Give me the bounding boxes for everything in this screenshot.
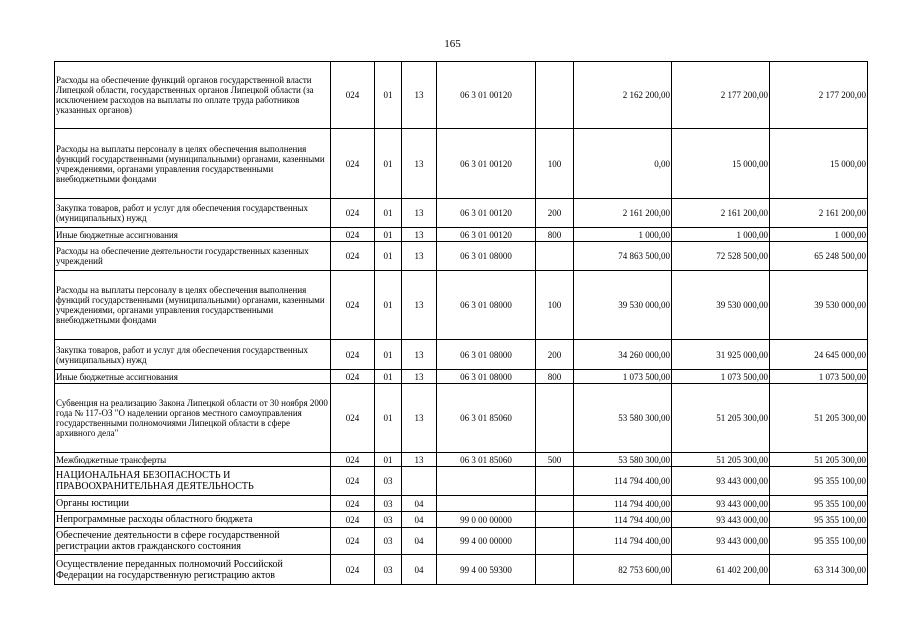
- amount-year-1: 114 794 400,00: [574, 512, 672, 528]
- expense-type-code: 100: [536, 271, 574, 340]
- table-row: [55, 496, 868, 512]
- expense-type-code: [536, 555, 574, 585]
- subsection-code: 13: [402, 199, 437, 228]
- subsection-code: 13: [402, 453, 437, 467]
- section-code: 01: [375, 228, 402, 242]
- subsection-code: 13: [402, 129, 437, 199]
- expense-type-code: [536, 384, 574, 453]
- subsection-code: 04: [402, 512, 437, 528]
- row-description: Осуществление переданных полномочий Российской Федерации на государственную регистрацию актов: [55, 555, 331, 585]
- amount-year-3: 1 000,00: [770, 228, 868, 242]
- target-article-code: 06 3 01 00120: [437, 228, 536, 242]
- amount-year-2: 15 000,00: [672, 129, 770, 199]
- row-description: Закупка товаров, работ и услуг для обеспечения государственных (муниципальных) нужд: [55, 199, 331, 228]
- amount-year-1: 114 794 400,00: [574, 467, 672, 496]
- subsection-code: 13: [402, 370, 437, 384]
- amount-year-2: 2 161 200,00: [672, 199, 770, 228]
- amount-year-1: 0,00: [574, 129, 672, 199]
- row-description: Межбюджетные трансферты: [55, 453, 331, 467]
- table-row: [55, 228, 868, 242]
- amount-year-2: 61 402 200,00: [672, 555, 770, 585]
- table-row: [55, 370, 868, 384]
- grbs-code: 024: [331, 370, 375, 384]
- row-description: Непрограммные расходы областного бюджета: [55, 512, 331, 528]
- row-description: НАЦИОНАЛЬНАЯ БЕЗОПАСНОСТЬ И ПРАВООХРАНИТЕЛЬНАЯ ДЕЯТЕЛЬНОСТЬ: [55, 467, 331, 496]
- expense-type-code: 500: [536, 453, 574, 467]
- target-article-code: 06 3 01 00120: [437, 62, 536, 129]
- subsection-code: 13: [402, 62, 437, 129]
- amount-year-1: 53 580 300,00: [574, 384, 672, 453]
- section-code: 03: [375, 512, 402, 528]
- amount-year-3: 65 248 500,00: [770, 242, 868, 271]
- section-code: 01: [375, 129, 402, 199]
- table-row: [55, 242, 868, 271]
- amount-year-2: 2 177 200,00: [672, 62, 770, 129]
- subsection-code: 04: [402, 528, 437, 555]
- amount-year-2: 93 443 000,00: [672, 528, 770, 555]
- amount-year-1: 2 161 200,00: [574, 199, 672, 228]
- grbs-code: 024: [331, 512, 375, 528]
- row-description: Субвенция на реализацию Закона Липецкой области от 30 ноября 2000 года № 117-ОЗ "О наделении органов местного самоуправления государственными полномочиями Липецкой области в сфере архивного дела": [55, 384, 331, 453]
- page-number: 165: [444, 38, 461, 50]
- target-article-code: 06 3 01 00120: [437, 199, 536, 228]
- grbs-code: 024: [331, 384, 375, 453]
- amount-year-1: 2 162 200,00: [574, 62, 672, 129]
- amount-year-1: 74 863 500,00: [574, 242, 672, 271]
- amount-year-2: 31 925 000,00: [672, 340, 770, 370]
- amount-year-2: 93 443 000,00: [672, 512, 770, 528]
- table-row: [55, 340, 868, 370]
- subsection-code: 13: [402, 242, 437, 271]
- row-description: Расходы на обеспечение функций органов государственной власти Липецкой области, государственных органов Липецкой области (за исключением расходов на выплаты по оплате труда работников указанных органов): [55, 62, 331, 129]
- grbs-code: 024: [331, 199, 375, 228]
- target-article-code: 06 3 01 85060: [437, 453, 536, 467]
- expense-type-code: 200: [536, 340, 574, 370]
- subsection-code: 13: [402, 271, 437, 340]
- target-article-code: 06 3 01 00120: [437, 129, 536, 199]
- amount-year-3: 2 161 200,00: [770, 199, 868, 228]
- target-article-code: 06 3 01 08000: [437, 271, 536, 340]
- row-description: Обеспечение деятельности в сфере государственной регистрации актов гражданского состояния: [55, 528, 331, 555]
- amount-year-1: 1 000,00: [574, 228, 672, 242]
- amount-year-1: 114 794 400,00: [574, 528, 672, 555]
- row-description: Расходы на обеспечение деятельности государственных казенных учреждений: [55, 242, 331, 271]
- budget-table: [54, 61, 868, 585]
- section-code: 01: [375, 370, 402, 384]
- amount-year-3: 39 530 000,00: [770, 271, 868, 340]
- grbs-code: 024: [331, 496, 375, 512]
- table-row: [55, 384, 868, 453]
- subsection-code: 13: [402, 340, 437, 370]
- amount-year-1: 114 794 400,00: [574, 496, 672, 512]
- amount-year-2: 51 205 300,00: [672, 384, 770, 453]
- table-row: [55, 453, 868, 467]
- amount-year-3: 95 355 100,00: [770, 496, 868, 512]
- amount-year-3: 51 205 300,00: [770, 384, 868, 453]
- amount-year-3: 51 205 300,00: [770, 453, 868, 467]
- amount-year-3: 95 355 100,00: [770, 528, 868, 555]
- target-article-code: 06 3 01 08000: [437, 370, 536, 384]
- expense-type-code: [536, 467, 574, 496]
- amount-year-2: 51 205 300,00: [672, 453, 770, 467]
- row-description: Расходы на выплаты персоналу в целях обеспечения выполнения функций государственными (муниципальными) органами, казенными учреждениями, органами управления государственными внебюджетными фондами: [55, 271, 331, 340]
- section-code: 01: [375, 62, 402, 129]
- grbs-code: 024: [331, 242, 375, 271]
- section-code: 01: [375, 453, 402, 467]
- expense-type-code: [536, 62, 574, 129]
- expense-type-code: 800: [536, 370, 574, 384]
- table-row: [55, 62, 868, 129]
- table-row: [55, 129, 868, 199]
- section-code: 01: [375, 340, 402, 370]
- target-article-code: 99 4 00 59300: [437, 555, 536, 585]
- grbs-code: 024: [331, 228, 375, 242]
- table-row: [55, 467, 868, 496]
- target-article-code: 06 3 01 08000: [437, 242, 536, 271]
- amount-year-2: 93 443 000,00: [672, 496, 770, 512]
- amount-year-3: 95 355 100,00: [770, 512, 868, 528]
- amount-year-3: 1 073 500,00: [770, 370, 868, 384]
- grbs-code: 024: [331, 528, 375, 555]
- section-code: 01: [375, 384, 402, 453]
- amount-year-3: 15 000,00: [770, 129, 868, 199]
- table-row: [55, 271, 868, 340]
- grbs-code: 024: [331, 555, 375, 585]
- amount-year-2: 39 530 000,00: [672, 271, 770, 340]
- table-row: [55, 199, 868, 228]
- section-code: 03: [375, 496, 402, 512]
- amount-year-3: 2 177 200,00: [770, 62, 868, 129]
- expense-type-code: [536, 242, 574, 271]
- row-description: Расходы на выплаты персоналу в целях обеспечения выполнения функций государственными (муниципальными) органами, казенными учреждениями, органами управления государственными внебюджетными фондами: [55, 129, 331, 199]
- expense-type-code: [536, 496, 574, 512]
- section-code: 01: [375, 242, 402, 271]
- row-description: Иные бюджетные ассигнования: [55, 228, 331, 242]
- amount-year-2: 93 443 000,00: [672, 467, 770, 496]
- amount-year-1: 53 580 300,00: [574, 453, 672, 467]
- amount-year-2: 1 000,00: [672, 228, 770, 242]
- row-description: Органы юстиции: [55, 496, 331, 512]
- subsection-code: 04: [402, 496, 437, 512]
- target-article-code: 99 4 00 00000: [437, 528, 536, 555]
- amount-year-3: 24 645 000,00: [770, 340, 868, 370]
- grbs-code: 024: [331, 467, 375, 496]
- section-code: 03: [375, 467, 402, 496]
- subsection-code: 13: [402, 228, 437, 242]
- grbs-code: 024: [331, 340, 375, 370]
- section-code: 01: [375, 271, 402, 340]
- amount-year-1: 39 530 000,00: [574, 271, 672, 340]
- grbs-code: 024: [331, 271, 375, 340]
- amount-year-1: 82 753 600,00: [574, 555, 672, 585]
- amount-year-1: 1 073 500,00: [574, 370, 672, 384]
- section-code: 03: [375, 555, 402, 585]
- expense-type-code: 200: [536, 199, 574, 228]
- expense-type-code: 100: [536, 129, 574, 199]
- amount-year-3: 63 314 300,00: [770, 555, 868, 585]
- section-code: 01: [375, 199, 402, 228]
- amount-year-3: 95 355 100,00: [770, 467, 868, 496]
- target-article-code: [437, 467, 536, 496]
- table-row: [55, 555, 868, 585]
- row-description: Иные бюджетные ассигнования: [55, 370, 331, 384]
- grbs-code: 024: [331, 129, 375, 199]
- expense-type-code: 800: [536, 228, 574, 242]
- amount-year-1: 34 260 000,00: [574, 340, 672, 370]
- grbs-code: 024: [331, 453, 375, 467]
- grbs-code: 024: [331, 62, 375, 129]
- subsection-code: [402, 467, 437, 496]
- target-article-code: 99 0 00 00000: [437, 512, 536, 528]
- table-row: [55, 512, 868, 528]
- row-description: Закупка товаров, работ и услуг для обеспечения государственных (муниципальных) нужд: [55, 340, 331, 370]
- amount-year-2: 1 073 500,00: [672, 370, 770, 384]
- subsection-code: 04: [402, 555, 437, 585]
- target-article-code: 06 3 01 85060: [437, 384, 536, 453]
- section-code: 03: [375, 528, 402, 555]
- target-article-code: 06 3 01 08000: [437, 340, 536, 370]
- expense-type-code: [536, 512, 574, 528]
- target-article-code: [437, 496, 536, 512]
- subsection-code: 13: [402, 384, 437, 453]
- expense-type-code: [536, 528, 574, 555]
- table-row: [55, 528, 868, 555]
- amount-year-2: 72 528 500,00: [672, 242, 770, 271]
